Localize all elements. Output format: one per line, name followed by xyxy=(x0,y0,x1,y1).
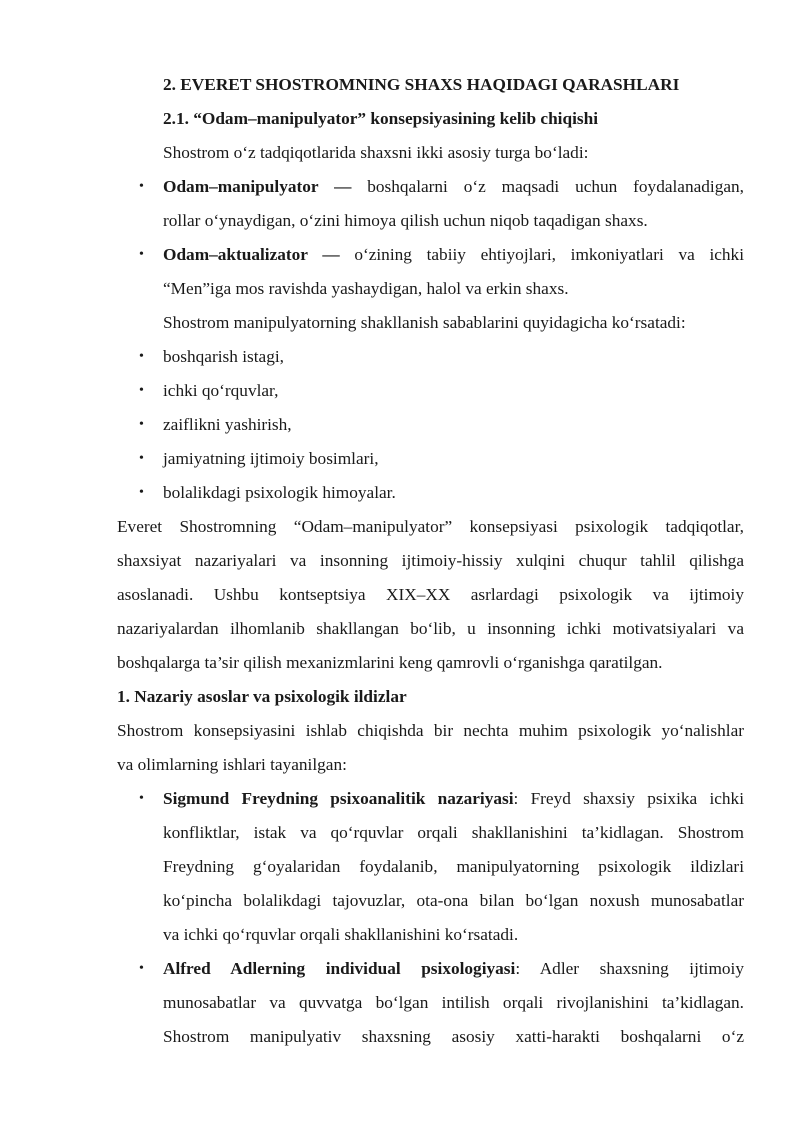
list-item: boshqarish istagi, xyxy=(163,347,284,366)
type-desc: boshqalarni o‘z maqsadi uchun foydalanadigan, xyxy=(367,177,744,196)
chapter-heading: 2. EVERET SHOSTROMNING SHAXS HAQIDAGI QARASHLARI xyxy=(163,75,680,94)
list-item: ichki qo‘rquvlar, xyxy=(163,381,279,400)
section1-intro: va olimlarning ishlari tayanilgan: xyxy=(117,755,347,774)
type-desc-cont: “Men”iga mos ravishda yashaydigan, halol va erkin shaxs. xyxy=(163,279,569,298)
bullet-icon: • xyxy=(139,383,144,398)
bullet-icon: • xyxy=(139,349,144,364)
section1-heading: 1. Nazariy asoslar va psixologik ildizlar xyxy=(117,687,407,706)
list-item: bolalikdagi psixologik himoyalar. xyxy=(163,483,396,502)
causes-intro: Shostrom manipulyatorning shakllanish sabablarini quyidagicha ko‘rsatadi: xyxy=(163,313,686,332)
foundation-line: konfliktlar, istak va qo‘rquvlar orqali shakllanishini ta’kidlagan. Shostrom xyxy=(163,823,744,842)
paragraph-line: asoslanadi. Ushbu kontseptsiya XIX–XX asrlardagi psixologik va ijtimoiy xyxy=(117,585,744,604)
list-item: zaiflikni yashirish, xyxy=(163,415,292,434)
bullet-icon: • xyxy=(139,791,144,806)
bullet-icon: • xyxy=(139,485,144,500)
foundation-item-freud: Sigmund Freydning psixoanalitik nazariyasi: Freyd shaxsiy psixika ichki xyxy=(163,789,744,808)
paragraph-line: nazariyalardan ilhomlanib shakllangan bo‘lib, u insonning ichki motivatsiyalari va xyxy=(117,619,744,638)
foundation-line: ko‘pincha bolalikdagi tajovuzlar, ota-ona bilan bo‘lgan noxush munosabatlar xyxy=(163,891,744,910)
type-desc: o‘zining tabiiy ehtiyojlari, imkoniyatlari va ichki xyxy=(354,245,744,264)
foundation-line: Freydning g‘oyalaridan foydalanib, manipulyatorning psixologik ildizlari xyxy=(163,857,744,876)
foundation-line: Shostrom manipulyativ shaxsning asosiy xatti-harakti boshqalarni o‘z xyxy=(163,1027,744,1046)
foundation-item-adler: Alfred Adlerning individual psixologiyasi: Adler shaxsning ijtimoiy xyxy=(163,959,745,978)
section1-intro: Shostrom konsepsiyasini ishlab chiqishda bir nechta muhim psixologik yo‘nalishlar xyxy=(117,721,744,740)
type-term: Odam–aktualizator xyxy=(163,245,308,264)
paragraph-line: Everet Shostromning “Odam–manipulyator” konsepsiyasi psixologik tadqiqotlar, xyxy=(117,517,744,536)
foundation-term: Sigmund Freydning psixoanalitik nazariyasi xyxy=(163,789,514,808)
type-desc-cont: rollar o‘ynaydigan, o‘zini himoya qilish uchun niqob taqadigan shaxs. xyxy=(163,211,648,230)
foundation-term: Alfred Adlerning individual psixologiyasi xyxy=(163,959,516,978)
type-term: Odam–manipulyator xyxy=(163,177,319,196)
section-heading: 2.1. “Odam–manipulyator” konsepsiyasining kelib chiqishi xyxy=(163,109,599,128)
bullet-icon: • xyxy=(139,247,144,262)
list-item: jamiyatning ijtimoiy bosimlari, xyxy=(163,449,379,468)
foundation-line: va ichki qo‘rquvlar orqali shakllanishini ko‘rsatadi. xyxy=(163,925,519,944)
bullet-icon: • xyxy=(139,961,144,976)
type-item-manipulator: Odam–manipulyator — boshqalarni o‘z maqsadi uchun foydalanadigan, xyxy=(163,177,744,196)
foundation-line: munosabatlar va quvvatga bo‘lgan intilish orqali rivojlanishini ta’kidlagan. xyxy=(163,993,744,1012)
intro-text: Shostrom o‘z tadqiqotlarida shaxsni ikki asosiy turga bo‘ladi: xyxy=(163,143,589,162)
bullet-icon: • xyxy=(139,451,144,466)
bullet-icon: • xyxy=(139,179,144,194)
type-item-actualizer: Odam–aktualizator — o‘zining tabiiy ehtiyojlari, imkoniyatlari va ichki xyxy=(163,245,744,264)
paragraph-line: boshqalarga ta’sir qilish mexanizmlarini keng qamrovli o‘rganishga qaratilgan. xyxy=(117,653,663,672)
bullet-icon: • xyxy=(139,417,144,432)
paragraph-line: shaxsiyat nazariyalari va insonning ijtimoiy-hissiy xulqini chuqur tahlil qilishga xyxy=(117,551,744,570)
